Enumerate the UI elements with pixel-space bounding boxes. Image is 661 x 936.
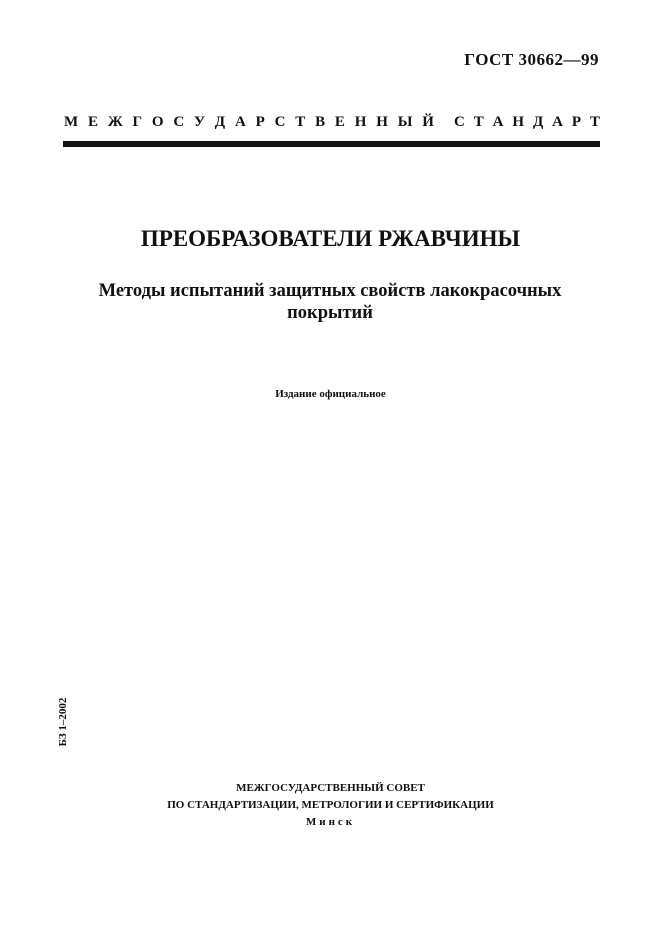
letter: Д xyxy=(214,114,226,130)
letter: Г xyxy=(132,114,143,130)
letter: С xyxy=(173,114,185,130)
letter: Т xyxy=(473,114,484,130)
letter: Н xyxy=(354,114,367,130)
letter: У xyxy=(193,114,205,130)
letter: В xyxy=(315,114,326,130)
standard-type-heading xyxy=(64,114,600,131)
letter: Й xyxy=(422,114,434,130)
letter: Н xyxy=(512,114,525,130)
letter: Р xyxy=(255,114,265,130)
document-title: ПРЕОБРАЗОВАТЕЛИ РЖАВЧИНЫ xyxy=(140,226,521,251)
publisher-city: Минск xyxy=(305,816,356,828)
side-publication-mark xyxy=(54,690,72,754)
letter: Е xyxy=(87,114,98,130)
letter: Р xyxy=(571,114,582,130)
publisher-line-2: ПО СТАНДАРТИЗАЦИИ, МЕТРОЛОГИИ И СЕРТИФИКАЦИИ xyxy=(167,799,494,811)
document-subtitle: Методы испытаний защитных свойств лакокрасочных покрытий xyxy=(98,281,562,323)
letter: Т xyxy=(589,114,600,130)
publisher-line-1: МЕЖГОСУДАРСТВЕННЫЙ СОВЕТ xyxy=(236,782,425,794)
document-code: ГОСТ 30662—99 xyxy=(464,50,599,69)
letter: С xyxy=(274,114,286,130)
letter: Т xyxy=(295,114,306,130)
letter: Ж xyxy=(107,114,123,130)
side-mark-text: БЗ 1–2002 xyxy=(57,697,69,747)
letter: Д xyxy=(532,114,544,130)
letter: А xyxy=(492,114,504,130)
letter: С xyxy=(454,114,465,130)
publisher-block xyxy=(0,780,661,831)
header-divider-rule xyxy=(63,141,600,147)
letter: О xyxy=(151,114,164,130)
letter: Е xyxy=(334,114,345,130)
letter: Ы xyxy=(397,114,413,130)
letter: Н xyxy=(376,114,388,130)
letter: А xyxy=(552,114,563,130)
letter: М xyxy=(64,114,79,130)
standard-type-word-1 xyxy=(64,114,434,131)
edition-note: Издание официальное xyxy=(275,388,386,400)
standard-type-word-2 xyxy=(454,114,600,131)
letter: А xyxy=(234,114,246,130)
